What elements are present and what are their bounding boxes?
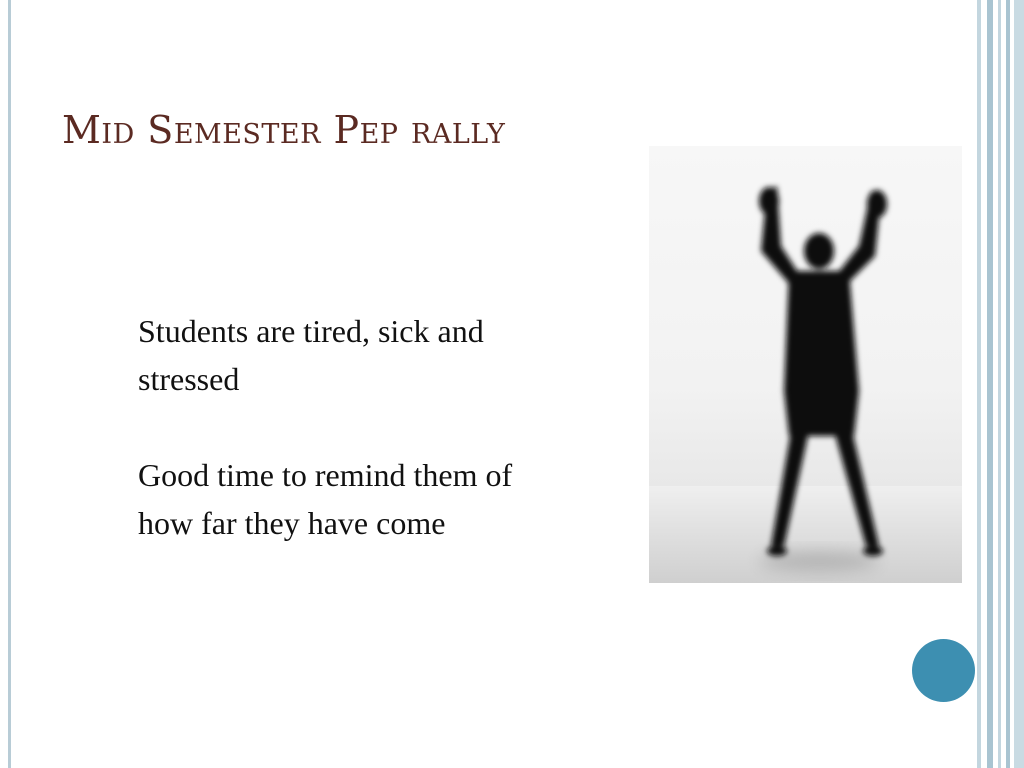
decorative-stripe	[987, 0, 993, 768]
decorative-stripe	[1014, 0, 1024, 768]
body-paragraph: Good time to remind them of how far they have come	[138, 457, 513, 541]
left-border-line	[8, 0, 11, 768]
accent-circle	[912, 639, 975, 702]
decorative-stripe	[977, 0, 981, 768]
body-paragraph: Students are tired, sick and stressed	[138, 313, 484, 397]
silhouette-photo	[649, 146, 962, 583]
slide-body	[138, 307, 518, 547]
decorative-stripe	[1006, 0, 1010, 768]
slide-title: Mid Semester Pep rally	[62, 108, 506, 152]
decorative-stripe	[998, 0, 1001, 768]
